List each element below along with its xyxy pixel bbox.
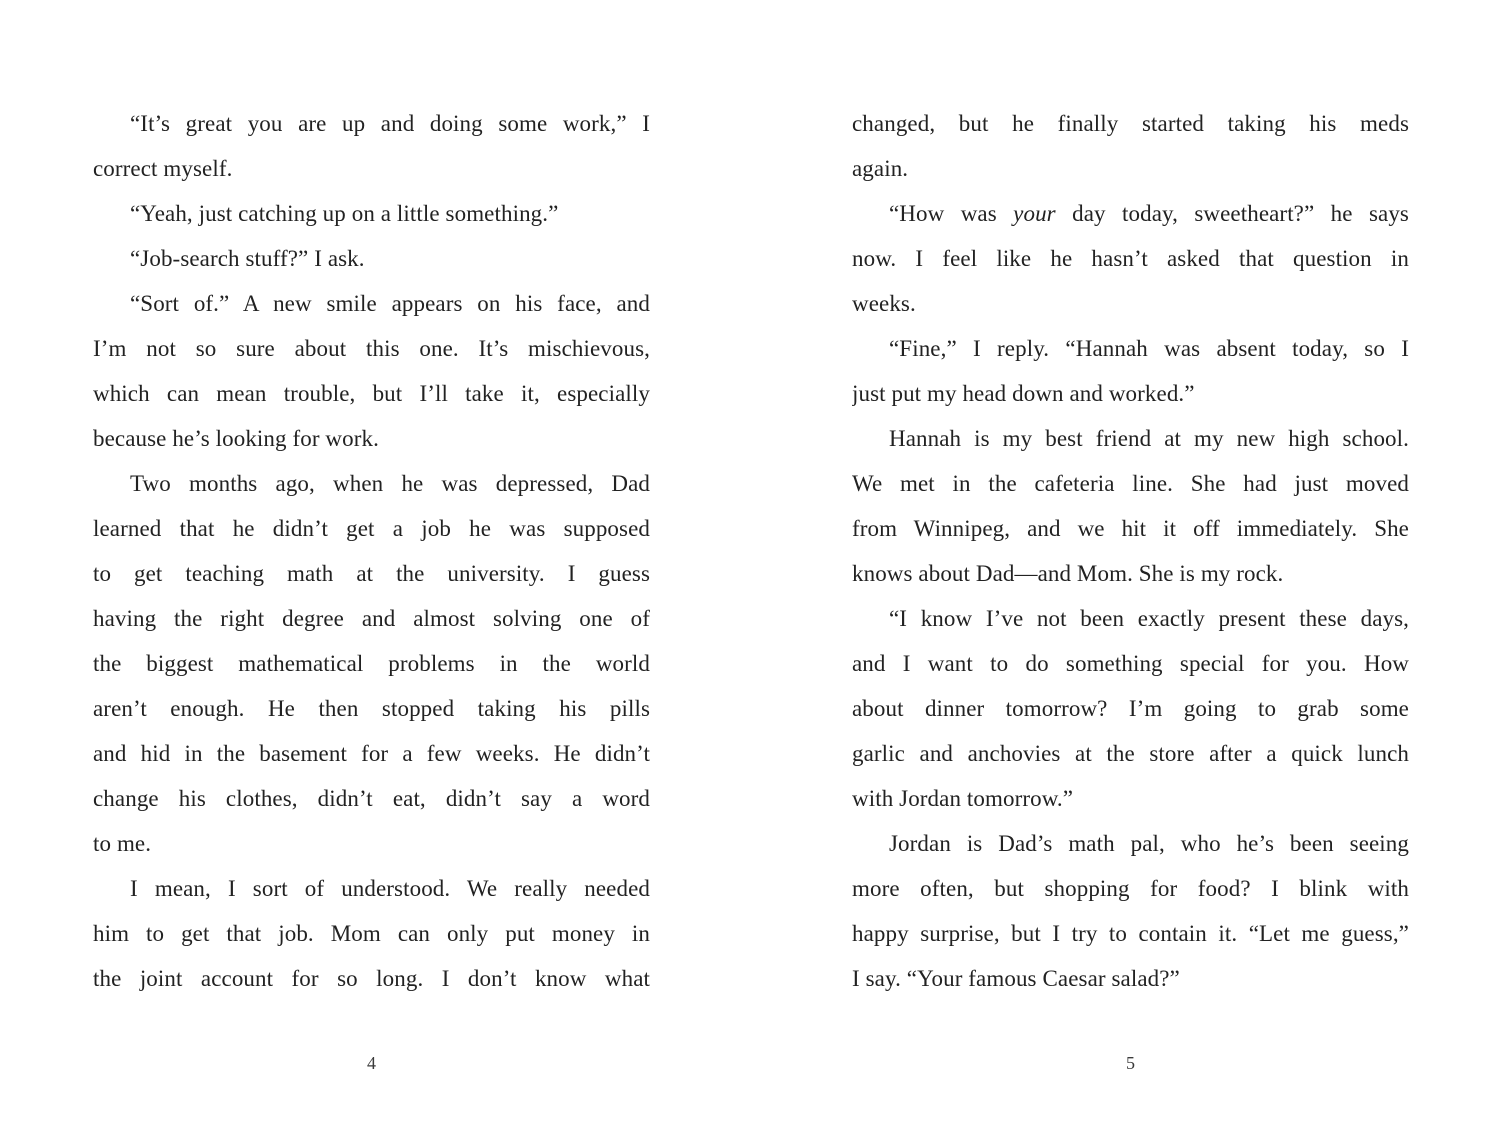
text-line: [93, 731, 650, 776]
text-segment: garlic and anchovies at the store after a quick lunch: [852, 741, 1409, 766]
text-segment: “Fine,” I reply. “Hannah was absent today, so I: [889, 336, 1409, 361]
text-segment: I mean, I sort of understood. We really needed: [130, 876, 650, 901]
text-segment: “Sort of.” A new smile appears on his face, and: [130, 291, 650, 316]
page-left-text: [93, 101, 650, 1001]
text-segment: Jordan is Dad’s math pal, who he’s been seeing: [889, 831, 1409, 856]
text-line: [93, 596, 650, 641]
text-line: [852, 956, 1409, 1001]
text-segment: Two months ago, when he was depressed, Dad: [130, 471, 650, 496]
page-right-number: 5: [1126, 1053, 1135, 1073]
text-segment: Hannah is my best friend at my new high school.: [889, 426, 1409, 451]
text-line: [852, 461, 1409, 506]
text-segment: knows about Dad—and Mom. She is my rock.: [852, 561, 1284, 586]
text-segment: now. I feel like he hasn’t asked that question in: [852, 246, 1409, 271]
text-segment: and I want to do something special for you. How: [852, 651, 1409, 676]
text-segment: having the right degree and almost solving one of: [93, 606, 650, 631]
text-line: [93, 821, 650, 866]
page-left-number: 4: [367, 1053, 376, 1073]
text-line: [93, 911, 650, 956]
text-segment: happy surprise, but I try to contain it. “Let me guess,”: [852, 921, 1409, 946]
text-line: [93, 641, 650, 686]
text-segment: changed, but he finally started taking his meds: [852, 111, 1409, 136]
text-segment: from Winnipeg, and we hit it off immediately. She: [852, 516, 1409, 541]
text-line: [93, 101, 650, 146]
page-right-text: [852, 101, 1409, 1001]
text-segment: “Yeah, just catching up on a little something.”: [130, 201, 559, 226]
text-segment: with Jordan tomorrow.”: [852, 786, 1074, 811]
text-segment: aren’t enough. He then stopped taking his pills: [93, 696, 650, 721]
text-segment: “Job-search stuff?” I ask.: [130, 246, 365, 271]
text-line: [852, 776, 1409, 821]
text-line: [93, 371, 650, 416]
text-line: [852, 506, 1409, 551]
text-line: [852, 281, 1409, 326]
text-line: [852, 551, 1409, 596]
text-segment: which can mean trouble, but I’ll take it, especially: [93, 381, 650, 406]
text-segment: correct myself.: [93, 156, 233, 181]
text-segment: the biggest mathematical problems in the world: [93, 651, 650, 676]
text-segment: again.: [852, 156, 909, 181]
text-line: [93, 686, 650, 731]
text-segment: “I know I’ve not been exactly present these days,: [889, 606, 1409, 631]
text-line: [93, 326, 650, 371]
text-segment: I’m not so sure about this one. It’s mischievous,: [93, 336, 650, 361]
text-segment: change his clothes, didn’t eat, didn’t say a word: [93, 786, 650, 811]
text-line: [852, 371, 1409, 416]
text-line: [852, 146, 1409, 191]
text-segment: because he’s looking for work.: [93, 426, 379, 451]
text-line: [93, 236, 650, 281]
text-line: [93, 551, 650, 596]
text-line: [93, 956, 650, 1001]
text-line: [852, 596, 1409, 641]
text-line: [93, 281, 650, 326]
text-line: [93, 866, 650, 911]
page-right: [750, 0, 1500, 1125]
text-segment: to get teaching math at the university. I guess: [93, 561, 650, 586]
text-line: [852, 866, 1409, 911]
text-segment: the joint account for so long. I don’t know what: [93, 966, 650, 991]
text-line: [852, 101, 1409, 146]
text-segment: to me.: [93, 831, 152, 856]
text-segment: weeks.: [852, 291, 916, 316]
text-line: [852, 641, 1409, 686]
text-segment: We met in the cafeteria line. She had just moved: [852, 471, 1409, 496]
text-segment: I say. “Your famous Caesar salad?”: [852, 966, 1180, 991]
text-line: [852, 821, 1409, 866]
text-line: [852, 731, 1409, 776]
text-line: [852, 911, 1409, 956]
text-line: [93, 461, 650, 506]
text-segment: learned that he didn’t get a job he was supposed: [93, 516, 650, 541]
text-line: [93, 776, 650, 821]
text-segment: about dinner tomorrow? I’m going to grab some: [852, 696, 1409, 721]
text-line: [93, 191, 650, 236]
text-segment-italic: your: [1013, 201, 1056, 226]
text-segment: “How was: [889, 201, 1014, 226]
text-segment: and hid in the basement for a few weeks. He didn’t: [93, 741, 650, 766]
text-line: [93, 416, 650, 461]
text-line: [852, 236, 1409, 281]
text-line: [852, 191, 1409, 236]
text-segment: “It’s great you are up and doing some work,” I: [130, 111, 650, 136]
text-line: [852, 686, 1409, 731]
text-line: [93, 506, 650, 551]
text-segment: just put my head down and worked.”: [852, 381, 1195, 406]
text-line: [852, 326, 1409, 371]
text-line: [93, 146, 650, 191]
text-segment: more often, but shopping for food? I blink with: [852, 876, 1409, 901]
text-line: [852, 416, 1409, 461]
text-segment: day today, sweetheart?” he says: [1055, 201, 1409, 226]
text-segment: him to get that job. Mom can only put money in: [93, 921, 650, 946]
